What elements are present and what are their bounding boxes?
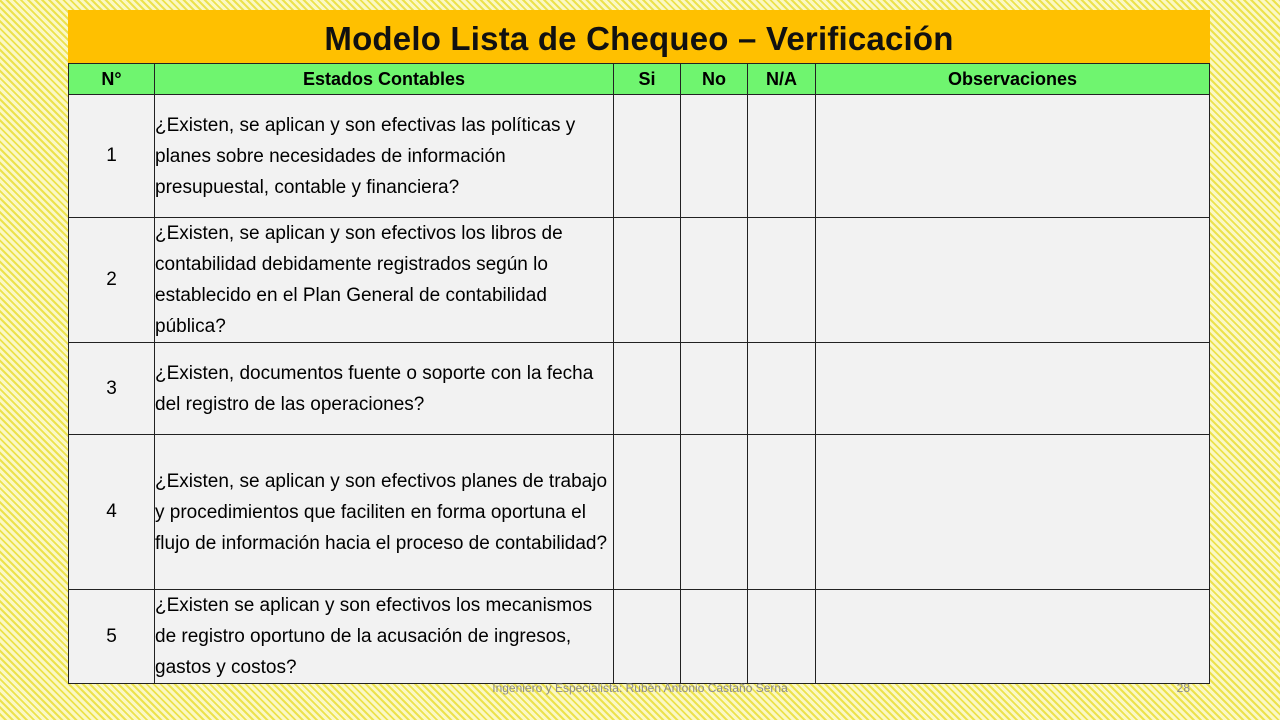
header-observaciones: Observaciones — [816, 64, 1210, 95]
header-no: No — [681, 64, 748, 95]
page-number: 28 — [1176, 681, 1190, 695]
no-cell[interactable] — [681, 435, 748, 590]
no-cell[interactable] — [681, 590, 748, 684]
row-number: 3 — [69, 343, 155, 435]
observaciones-cell[interactable] — [816, 590, 1210, 684]
title-bar — [68, 10, 1210, 63]
question-cell: ¿Existen, documentos fuente o soporte con la fecha del registro de las operaciones? — [155, 343, 614, 435]
checklist-table — [68, 63, 1210, 684]
observaciones-cell[interactable] — [816, 343, 1210, 435]
si-cell[interactable] — [614, 95, 681, 218]
row-number: 5 — [69, 590, 155, 684]
header-estados-contables: Estados Contables — [155, 64, 614, 95]
question-cell: ¿Existen se aplican y son efectivos los mecanismos de registro oportuno de la acusación de ingresos, gastos y costos? — [155, 590, 614, 684]
na-cell[interactable] — [748, 590, 816, 684]
page-title: Modelo Lista de Chequeo – Verificación — [324, 19, 954, 57]
row-number: 4 — [69, 435, 155, 590]
si-cell[interactable] — [614, 343, 681, 435]
header-si: Si — [614, 64, 681, 95]
si-cell[interactable] — [614, 218, 681, 343]
row-number: 1 — [69, 95, 155, 218]
table-row — [69, 95, 1210, 218]
na-cell[interactable] — [748, 435, 816, 590]
question-cell: ¿Existen, se aplican y son efectivos los libros de contabilidad debidamente registrados según lo establecido en el Plan General de contabilidad pública? — [155, 218, 614, 343]
na-cell[interactable] — [748, 218, 816, 343]
table-row — [69, 218, 1210, 343]
observaciones-cell[interactable] — [816, 218, 1210, 343]
observaciones-cell[interactable] — [816, 435, 1210, 590]
no-cell[interactable] — [681, 218, 748, 343]
table-row — [69, 590, 1210, 684]
table-row — [69, 343, 1210, 435]
footer-author: Ingeniero y Especialista: Rubén Antonio Castaño Serna — [492, 681, 788, 695]
row-number: 2 — [69, 218, 155, 343]
header-na: N/A — [748, 64, 816, 95]
na-cell[interactable] — [748, 343, 816, 435]
no-cell[interactable] — [681, 343, 748, 435]
si-cell[interactable] — [614, 435, 681, 590]
question-cell: ¿Existen, se aplican y son efectivos planes de trabajo y procedimientos que faciliten en forma oportuna el flujo de información hacia el proceso de contabilidad? — [155, 435, 614, 590]
table-header-row — [69, 64, 1210, 95]
question-cell: ¿Existen, se aplican y son efectivas las políticas y planes sobre necesidades de información presupuestal, contable y financiera? — [155, 95, 614, 218]
table-row — [69, 435, 1210, 590]
header-number: N° — [69, 64, 155, 95]
observaciones-cell[interactable] — [816, 95, 1210, 218]
si-cell[interactable] — [614, 590, 681, 684]
no-cell[interactable] — [681, 95, 748, 218]
na-cell[interactable] — [748, 95, 816, 218]
